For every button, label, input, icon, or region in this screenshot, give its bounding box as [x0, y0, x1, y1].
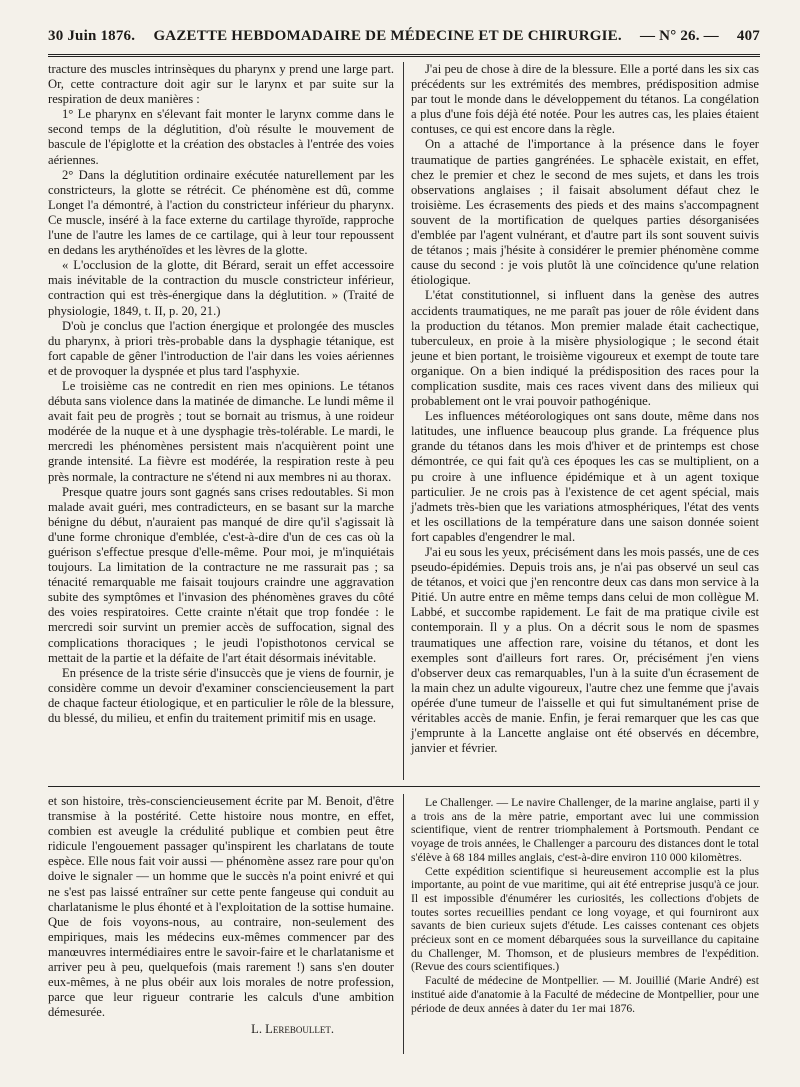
header-issue-number: — N° 26. — [640, 28, 719, 44]
news-column [411, 796, 759, 1015]
article-paragraph: Le troisième cas ne contredit en rien mes opinions. Le tétanos débuta sans violence dans la matinée de dimanche. Le lundi même il avait fait peu de progrès ; tout se bornait au trismus, à une roideur modérée de la nuque et à une dysphagie très-tolérable. Le mardi, le mercredi les phénomènes persistent mais n'acquièrent point une grande intensité. La fièvre est modérée, la respiration reste à peu près normale, la contracture ne s'étend ni aux membres ni au thorax. [48, 378, 394, 484]
news-item-paragraph: Faculté de médecine de Montpellier. — M. Jouillié (Marie André) est institué aide d'anatomie à la Faculté de médecine de Montpellier, pour une période de deux années à dater du 1er mai 1876. [411, 974, 759, 1015]
article-paragraph: Presque quatre jours sont gagnés sans crises redoutables. Si mon malade avait guéri, mes contradicteurs, en se basant sur la marche bénigne du début, n'auraient pas manqué de dire qu'il s'agissait là d'une forme chronique d'emblée, c'est-à-dire d'un de ces cas où la guérison s'effectue presque d'elle-même. Pour moi, je m'inquiétais toujours. La limitation de la contracture ne me rassurait pas ; sa ténacité remarquable me faisait toujours craindre une aggravation subite des symptômes et l'invasion des phénomènes graves du côté des voies respiratoires. Cette crainte n'était que trop fondée : le mercredi soir survint un premier accès de suffocation, signal des complications thoraciques ; le jeudi l'opisthotonos cervical se mettait de la partie et la défaite de l'art était désormais inévitable. [48, 484, 394, 665]
header-journal-title: GAZETTE HEBDOMADAIRE DE MÉDECINE ET DE CHIRURGIE. [153, 28, 622, 44]
article-column-right [411, 62, 759, 756]
news-item-paragraph: Le Challenger. — Le navire Challenger, de la marine anglaise, parti il y a trois ans de la mère patrie, emportant avec lui une commission scientifique, vient de rentrer triomphalement à Portsmouth. Pendant ce voyage de trois années, le Challenger a parcouru des distances dont le total s'élève à 68 184 milles anglais, c'est-à-dire environ 110 000 kilomètres. [411, 796, 759, 864]
article-paragraph: J'ai eu sous les yeux, précisément dans les mois passés, une de ces pseudo-épidémies. Depuis trois ans, je n'ai pas observé un seul cas de tétanos, et voici que j'en rencontre deux cas dans mon service à la Pitié. Un autre entre en même temps dans celui de mon collègue M. Labbé, et succombe rapidement. Le fait de ma pratique civile est contemporain. Il y a plus. On a décrit sous le nom de spasmes traumatiques une affection rare, voisine du tétanos, et dont les exemples sont d'ailleurs fort rares. Or, précisément j'en viens d'observer deux cas remarquables, l'un à la suite d'un écrasement de la main chez un adulte vigoureux, l'autre chez une femme que j'avais opérée d'une tumeur de l'aisselle et qui fut simultanément prise de véritables accès de manie. Enfin, je ferai remarquer que les cas que j'emprunte à la Lancette anglaise ont été observés en décembre, janvier et février. [411, 545, 759, 756]
header-rule [48, 54, 760, 57]
column-divider-bottom [403, 794, 404, 1054]
news-item-paragraph: Cette expédition scientifique si heureusement accomplie est la plus importante, au point de vue maritime, qui ait été entreprise jusqu'à ce jour. Il est impossible d'énumérer les curiosités, les collections d'objets de toutes sortes recueillies pendant ce long voyage, et qui fourniront aux savants de bien curieux sujets d'étude. Les caisses contenant ces objets précieux sont en ce moment débarquées sous la surveillance du capitaine du Challenger, M. Thomson, et de plusieurs membres de l'expédition. (Revue des cours scientifiques.) [411, 864, 759, 974]
article-paragraph: 1° Le pharynx en s'élevant fait monter le larynx comme dans le second temps de la déglutition, d'où résulte le mouvement de bascule de l'épiglotte et la création des obstacles à l'entrée des voies aériennes. [48, 107, 394, 167]
feuilleton-paragraph: et son histoire, très-consciencieusement écrite par M. Benoit, d'être transmise à la postérité. Cette histoire nous montre, en effet, combien est aveugle la crédulité publique et combien peut être ridicule l'engouement passager qu'inspirent les charlatans de toute espèce. Elle nous fait voir aussi — phénomène assez rare pour qu'on doive le signaler — un homme que le succès n'a point enivré et qui ne s'est pas laissé entraîner sur cette pente fangeuse qui conduit au charlatanisme le plus éhonté et à l'exploitation de la sottise humaine. Que de fois voyons-nous, au contraire, non-seulement des empiriques, mais les médecins eux-mêmes commencer par des manœuvres intermédiaires entre le savoir-faire et le charlatanisme et arriver peu à peu, quelquefois (mais rarement !) sans s'en douter eux-mêmes, à ne plus obéir aux lois morales de notre profession, parce que leur rigueur contrarie les calculs d'une ambition démesurée. [48, 794, 394, 1020]
article-paragraph: En présence de la triste série d'insuccès que je viens de fournir, je considère comme un devoir d'examiner consciencieusement la part de chaque facteur étiologique, et en particulier le rôle de la blessure, du blessé, du milieu, et enfin du traitement primitif mis en usage. [48, 665, 394, 726]
article-paragraph: D'où je conclus que l'action énergique et prolongée des muscles du pharynx, à priori très-probable dans la dysphagie tétanique, est fort capable de gêner l'introduction de l'air dans les voies aériennes et de provoquer la dyspnée et plus tard l'asphyxie. [48, 318, 394, 378]
header-page-number: 407 [736, 28, 760, 44]
article-paragraph: tracture des muscles intrinsèques du pharynx y prend une large part. Or, cette contracture doit agir sur le larynx et par suite sur la respiration de deux manières : [48, 62, 394, 107]
article-paragraph: J'ai peu de chose à dire de la blessure. Elle a porté dans les six cas précédents sur les extrémités des membres, prédisposition admise par tout le monde dans le développement du tétanos. La congélation a plus d'une fois déjà été notée. Pour les autres cas, les plaies étaient contuses, ce qui est encore dans la règle. [411, 62, 759, 137]
header-date: 30 Juin 1876. [48, 28, 136, 44]
article-paragraph: L'état constitutionnel, si influent dans la genèse des autres accidents traumatiques, ne me paraît pas jouer de rôle évident dans la production du tétanos. Mon premier malade était cachectique, tuberculeux, en proie à la misère physiologique ; le second était jeune et bien portant, le troisième vigoureux et exempt de toute tare organique. On a bien indiqué la prédisposition des races pour la complication susdite, mais ces races vivent dans des milieux qui probablement ont le vrai pouvoir pathogénique. [411, 288, 759, 409]
article-column-left [48, 62, 394, 726]
article-paragraph: 2° Dans la déglutition ordinaire exécutée naturellement par les constricteurs, la glotte se rétrécit. Ce phénomène est dû, comme Longet l'a démontré, à l'action du constricteur inférieur du pharynx. Ce muscle, inséré à la face externe du cartilage thyroïde, rapproche l'une de l'autre les lames de ce cartilage, qui à leur tour repoussent en dedans les arythénoïdes et les lèvres de la glotte. [48, 167, 394, 258]
article-paragraph: « L'occlusion de la glotte, dit Bérard, serait un effet accessoire mais inévitable de la contraction du muscle constricteur inférieur, contraction qui est très-énergique dans la déglutition. » (Traité de physiologie, 1849, t. II, p. 20, 21.) [48, 258, 394, 318]
author-signature: L. Lereboullet. [251, 1022, 334, 1037]
article-paragraph: On a attaché de l'importance à la présence dans le foyer traumatique de parties gangrénées. Le sphacèle existait, en effet, chez le premier et chez le second de mes sujets, et dans les trois observations anglaises ; il faisait absolument défaut chez le troisième. Les écrasements des pieds et des mains s'accompagnent souvent de la mortification de quelques parties désorganisées d'emblée par l'agent vulnérant, et d'autre part ils sont souvent suivis de tétanos ; mais j'hésite à considérer le premier phénomène comme cause du second : je vois plutôt là une coïncidence qu'une relation étiologique. [411, 137, 759, 288]
article-paragraph: Les influences météorologiques ont sans doute, même dans nos latitudes, une influence beaucoup plus grande. La fréquence plus grande du tétanos dans les mois d'hiver et de printemps est chose démontrée, ce qui fait qu'à ces époques les cas se multiplient, on a pu croire à une influence épidémique et à un agent toxique particulier. Je ne crois pas à l'existence de cet agent spécial, mais j'admets très-bien que les variations atmosphériques, l'état des vents et les oscillations de la température dans une saison donnée soient fort capables d'engendrer le mal. [411, 409, 759, 544]
page-header [48, 28, 760, 50]
section-rule [48, 786, 760, 787]
feuilleton-column [48, 794, 394, 1038]
column-divider [403, 62, 404, 780]
